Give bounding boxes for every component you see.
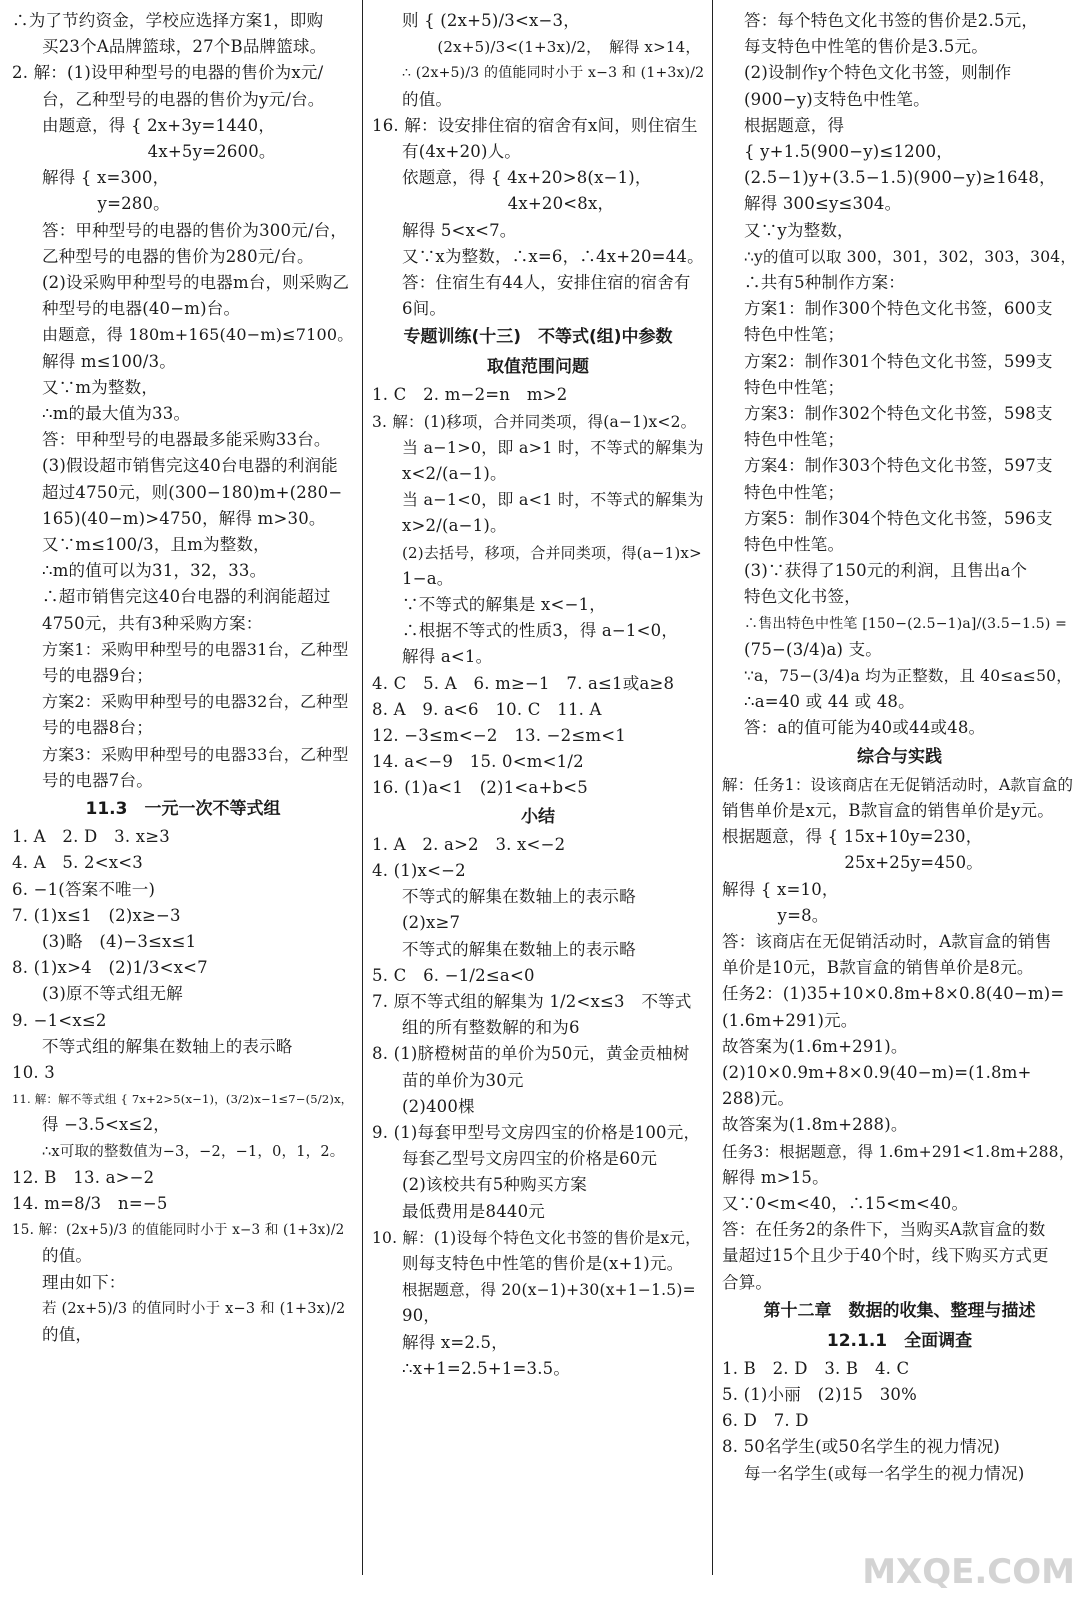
text-line: 8. (1)脐橙树苗的单价为50元，黄金贡柚树 [372,1044,690,1064]
text-line: 5. C 6. −1/2≤a<0 [372,965,535,985]
text-line: 答：a的值可能为40或44或48。 [744,718,986,738]
text-line: ∴为了节约资金，学校应选择方案1，即购 [12,11,324,30]
text-line: 方案5：制作304个特色文化书签，596支 [744,508,1053,528]
text-line: 的值。 [42,1246,93,1266]
text-line: 方案1：制作300个特色文化书签，600支 [744,299,1053,319]
text-line: 得 −3.5<x≤2， [42,1115,170,1135]
text-line: (3)∵获得了150元的利润，且售出a个 [744,561,1028,581]
text-line: 9. (1)每套甲型号文房四宝的价格是100元， [372,1122,701,1142]
text-line: 组的所有整数解的和为6 [402,1018,580,1038]
text-line: 1. A 2. D 3. x≥3 [12,827,170,847]
text-line: 任务2：(1)35+10×0.8m+8×0.8(40−m)= [722,984,1065,1004]
text-line: 7. (1)x≤1 (2)x≥−3 [12,905,181,925]
text-line: y=280。 [42,194,170,214]
text-line: 2. 解：(1)设甲种型号的电器的售价为x元/ [12,63,324,83]
text-line: 不等式的解集在数轴上的表示略 [402,887,636,907]
text-line: 方案1：采购甲种型号的电器31台，乙种型 [42,639,349,659]
text-line: 165)(40−m)>4750，解得 m>30。 [42,508,326,528]
text-line: 合算。 [722,1272,773,1292]
text-line: ∴x+1=2.5+1=3.5。 [402,1358,571,1378]
text-line: 根据题意，得 20(x−1)+30(x+1−1.5)= [402,1281,696,1300]
text-line: (2.5−1)y+(3.5−1.5)(900−y)≥1648， [744,168,1056,188]
text-line: 苗的单价为30元 [402,1070,524,1090]
text-line: 乙种型号的电器的售价为280元/台。 [42,246,314,266]
text-line: 答：在任务2的条件下，当购买A款盲盒的数 [722,1220,1046,1240]
text-line: 4. (1)x<−2 [372,860,466,880]
text-line: 特色中性笔； [744,482,845,502]
text-line: 3. 解：(1)移项，合并同类项，得(a−1)x<2。 [372,412,697,431]
text-line: ∴共有5种制作方案： [744,273,905,293]
text-line: ∵不等式的解集是 x<−1， [402,595,606,615]
text-line: 台，乙种型号的电器的售价为y元/台。 [42,89,325,109]
text-line: 解得 { x=300， [42,168,170,188]
section-heading-summary: 小结 [521,806,555,827]
watermark: MXQE.COM [862,1552,1075,1592]
text-line: 解得 a<1。 [402,647,493,667]
text-line: 答：该商店在无促销活动时，A款盲盒的销售 [722,931,1052,951]
text-line: 由题意，得 { 2x+3y=1440， [42,115,276,135]
text-line: x>2/(a−1)。 [402,516,507,536]
text-line: ∴ (2x+5)/3 的值能同时小于 x−3 和 (1+3x)/2 [402,65,704,82]
text-line: 根据题意，得 [744,115,845,135]
text-line: 根据题意，得 { 15x+10y=230， [722,827,983,847]
text-line: 答：住宿生有44人，安排住宿的宿舍有 [402,273,691,293]
text-line: 解得 5<x<7。 [402,220,517,240]
section-heading-12-1-1: 12.1.1 全面调查 [826,1330,973,1351]
text-line: 有(4x+20)人。 [402,142,521,162]
text-line: 解得 m>15。 [722,1167,829,1187]
text-line: 每支特色中性笔的售价是3.5元。 [744,37,988,57]
text-line: ∴超市销售完这40台电器的利润能超过 [42,587,331,607]
text-line: 号的电器8台； [42,718,153,738]
text-line: 16. 解：设安排住宿的宿舍有x间，则住宿生 [372,115,698,135]
text-line: 的值。 [402,89,453,109]
text-line: 5. (1)小丽 (2)15 30% [722,1384,918,1404]
section-heading-11-3: 11.3 一元一次不等式组 [85,799,281,820]
text-line: (900−y)支特色中性笔。 [744,89,930,109]
section-heading-integrated-practice: 综合与实践 [857,746,942,767]
text-line: 又∵y为整数， [744,220,854,240]
text-line: 依题意，得 { 4x+20>8(x−1)， [402,168,652,188]
text-line: 方案3：采购甲种型号的电器33台，乙种型 [42,744,349,764]
text-line: 号的电器7台。 [42,770,153,790]
text-line: 6. D 7. D [722,1411,809,1431]
text-line: 答：甲种型号的电器的售价为300元/台， [42,220,348,240]
chapter-heading-12: 第十二章 数据的收集、整理与描述 [763,1300,1036,1321]
text-line: 4. C 5. A 6. m≥−1 7. a≤1或a≥8 [372,673,675,693]
text-line: 14. a<−9 15. 0<m<1/2 [372,752,584,772]
text-line: 12. −3≤m<−2 13. −2≤m<1 [372,726,626,746]
text-line: 超过4750元，则(300−180)m+(280− [42,482,343,502]
text-line: (2)设制作y个特色文化书签，则制作 [744,63,1012,83]
text-line: ∴m的最大值为33。 [42,404,191,424]
text-line: 最低费用是8440元 [402,1201,545,1221]
text-line: 答：甲种型号的电器最多能采购33台。 [42,430,331,450]
text-line: 的值， [42,1324,93,1344]
text-line: 方案3：制作302个特色文化书签，598支 [744,404,1053,424]
text-line: 解得 { x=10， [722,879,839,899]
text-line: ∴a=40 或 44 或 48。 [744,692,915,712]
text-line: (3)假设超市销售完这40台电器的利润能 [42,456,338,476]
text-line: (2)去括号，移项，合并同类项，得(a−1)x> [402,543,702,562]
text-line: 6. −1(答案不唯一) [12,879,156,899]
text-line: 则每支特色中性笔的售价是(x+1)元。 [402,1253,684,1273]
text-line: 8. 50名学生(或50名学生的视力情况) [722,1437,1001,1457]
text-line: 4x+20<8x， [402,194,615,214]
column-divider-2 [712,0,713,1575]
text-line: 量超过15个且少于40个时，线下购买方式更 [722,1246,1049,1266]
text-line: (2x+5)/3<(1+3x)/2， 解得 x>14， [402,38,701,57]
text-line: 4. A 5. 2<x<3 [12,853,143,873]
text-line: x<2/(a−1)。 [402,464,507,484]
text-line: (75−(3/4)a) 支。 [744,639,883,659]
text-line: 25x+25y=450。 [722,853,984,873]
text-line: 不等式组的解集在数轴上的表示略 [42,1036,293,1056]
column-middle [372,8,704,1588]
text-line: 14. m=8/3 n=−5 [12,1193,168,1213]
text-line: 15. 解：(2x+5)/3 的值能同时小于 x−3 和 (1+3x)/2 [12,1222,345,1239]
text-line: 解得 m≤100/3。 [42,351,176,371]
text-line: (2)设采购甲种型号的电器m台，则采购乙 [42,273,350,293]
text-line: 解得 300≤y≤304。 [744,194,902,214]
text-line: 每套乙型号文房四宝的价格是60元 [402,1149,658,1169]
text-line: 4750元，共有3种采购方案： [42,613,263,633]
text-line: 方案2：采购甲种型号的电器32台，乙种型 [42,692,349,712]
text-line: 销售单价是x元，B款盲盒的销售单价是y元。 [722,800,1054,820]
text-line: 若 (2x+5)/3 的值同时小于 x−3 和 (1+3x)/2 [42,1300,346,1317]
text-line: ∴x可取的整数值为−3，−2，−1，0，1，2。 [42,1143,345,1160]
text-line: (3)原不等式组无解 [42,984,183,1004]
text-line: { y+1.5(900−y)≤1200， [744,142,953,162]
text-line: 理由如下： [42,1272,126,1292]
text-line: ∵a，75−(3/4)a 均为正整数，且 40≤a≤50， [744,667,1072,686]
text-line: 特色中性笔； [744,430,845,450]
text-line: (2)400棵 [402,1096,475,1116]
text-line: 16. (1)a<1 (2)1<a+b<5 [372,778,588,798]
text-line: 号的电器9台； [42,666,153,686]
text-line: 11. 解：解不等式组 { 7x+2>5(x−1)，(3/2)x−1≤7−(5/2)x， [12,1092,353,1107]
text-line: y=8。 [722,905,829,925]
text-line: 又∵0<m<40，∴15<m<40。 [722,1193,969,1213]
text-line: 1. A 2. a>2 3. x<−2 [372,834,566,854]
text-line: 10. 3 [12,1062,55,1082]
column-divider-1 [362,0,363,1575]
text-line: 特色中性笔； [744,377,845,397]
section-heading-special-training-13: 专题训练(十三) 不等式(组)中参数 [403,327,673,348]
text-line: 单价是10元，B款盲盒的销售单价是8元。 [722,958,1034,978]
text-line: 1. C 2. m−2=n m>2 [372,385,568,405]
text-line: ∴根据不等式的性质3，得 a−1<0， [402,621,679,641]
text-line: 任务3：根据题意，得 1.6m+291<1.8m+288， [722,1142,1075,1161]
text-line: 9. −1<x≤2 [12,1010,107,1030]
text-line: 特色中性笔。 [744,535,845,555]
text-line: 8. A 9. a<6 10. C 11. A [372,699,602,719]
text-line: ∴m的值可以为31，32，33。 [42,561,267,581]
column-left [12,8,354,1588]
text-line: 方案2：制作301个特色文化书签，599支 [744,351,1053,371]
text-line: 10. 解：(1)设每个特色文化书签的售价是x元， [372,1228,701,1247]
text-line: ∴售出特色中性笔 [150−(2.5−1)a]/(3.5−1.5) = [744,615,1068,632]
text-line: 8. (1)x>4 (2)1/3<x<7 [12,958,208,978]
text-line: (1.6m+291)元。 [722,1010,858,1030]
text-line: 故答案为(1.8m+288)。 [722,1115,908,1135]
text-line: 又∵x为整数，∴x=6，∴4x+20=44。 [402,246,704,266]
text-line: 90， [402,1306,441,1326]
text-line: 当 a−1>0，即 a>1 时，不等式的解集为 [402,437,704,457]
text-line: 由题意，得 180m+165(40−m)≤7100。 [42,325,354,345]
text-line: 12. B 13. a>−2 [12,1167,155,1187]
text-line: 买23个A品牌篮球，27个B品牌篮球。 [42,37,327,57]
text-line: 方案4：制作303个特色文化书签，597支 [744,456,1053,476]
text-line: (2)x≥7 [402,913,461,933]
text-line: 又∵m≤100/3，且m为整数， [42,535,270,555]
text-line: 1−a。 [402,568,454,588]
text-line: 种型号的电器(40−m)台。 [42,299,241,319]
text-line: 解得 x=2.5， [402,1332,508,1352]
text-line: 特色文化书签， [744,587,861,607]
text-line: 则 { (2x+5)/3<x−3， [402,11,580,30]
text-line: 4x+5y=2600。 [42,142,276,162]
text-line: 7. 原不等式组的解集为 1/2<x≤3 不等式 [372,991,692,1011]
text-line: 6间。 [402,299,447,319]
text-line: 又∵m为整数， [42,377,159,397]
text-line: 288)元。 [722,1089,795,1109]
text-line: 当 a−1<0，即 a<1 时，不等式的解集为 [402,490,704,510]
section-heading-subtitle: 取值范围问题 [487,357,589,378]
text-line: (2)该校共有5种购买方案 [402,1175,587,1195]
text-line: (2)10×0.9m+8×0.9(40−m)=(1.8m+ [722,1062,1032,1082]
text-line: 解：任务1：设该商店在无促销活动时，A款盲盒的 [722,775,1074,794]
text-line: (3)略 (4)−3≤x≤1 [42,931,197,951]
text-line: 特色中性笔； [744,325,845,345]
text-line: 每一名学生(或每一名学生的视力情况) [744,1463,1025,1483]
column-right [722,8,1077,1588]
text-line: 故答案为(1.6m+291)。 [722,1036,908,1056]
text-line: 答：每个特色文化书签的售价是2.5元， [744,11,1039,30]
text-line: 不等式的解集在数轴上的表示略 [402,939,636,959]
text-line: 1. B 2. D 3. B 4. C [722,1358,910,1378]
text-line: ∴y的值可以取 300，301，302，303，304， [744,247,1077,266]
